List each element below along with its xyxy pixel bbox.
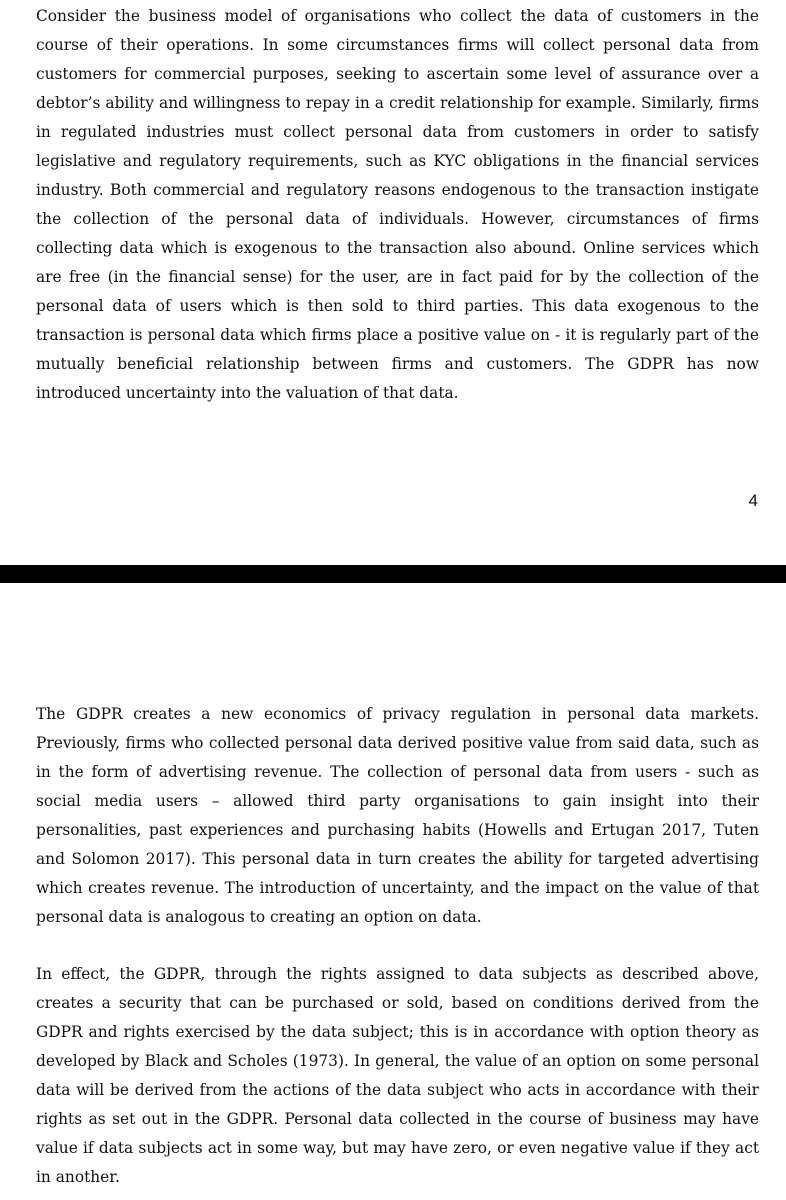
page-number: 4 xyxy=(748,491,758,510)
body-paragraph-business-model: Consider the business model of organisations who collect the data of customers in the course of their operations. In some circumstances firms will collect personal data from customers for commercial purposes, seeking to ascertain some level of assurance over a debtor’s ability and willingness to repay in a credit relationship for example. Similarly, firms in regulated industries must collect personal data from customers in order to satisfy legislative and regulatory requirements, such as KYC obligations in the financial services industry. Both commercial and regulatory reasons endogenous to the transaction instigate the collection of the personal data of individuals. However, circumstances of firms collecting data which is exogenous to the transaction also abound. Online services which are free (in the financial sense) for the user, are in fact paid for by the collection of the personal data of users which is then sold to third parties. This data exogenous to the transaction is personal data which firms place a positive value on - it is regularly part of the mutually beneficial relationship between firms and customers. The GDPR has now introduced uncertainty into the valuation of that data. xyxy=(36,7,759,402)
page-separator-bar xyxy=(0,565,786,583)
body-paragraph-option-theory: In effect, the GDPR, through the rights assigned to data subjects as described above, creates a security that can be purchased or sold, based on conditions derived from the GDPR and rights exercised by the data subject; this is in accordance with option theory as developed by Black and Scholes (1973). In general, the value of an option on some personal data will be derived from the actions of the data subject who acts in accordance with their rights as set out in the GDPR. Personal data collected in the course of business may have value if data subjects act in some way, but may have zero, or even negative value if they act in another. xyxy=(36,965,759,1186)
body-paragraph-gdpr-economics: The GDPR creates a new economics of privacy regulation in personal data markets. Previously, firms who collected personal data derived positive value from said data, such as in the form of advertising revenue. The collection of personal data from users - such as social media users – allowed third party organisations to gain insight into their personalities, past experiences and purchasing habits (Howells and Ertugan 2017, Tuten and Solomon 2017). This personal data in turn creates the ability for targeted advertising which creates revenue. The introduction of uncertainty, and the impact on the value of that personal data is analogous to creating an option on data. xyxy=(36,705,759,926)
